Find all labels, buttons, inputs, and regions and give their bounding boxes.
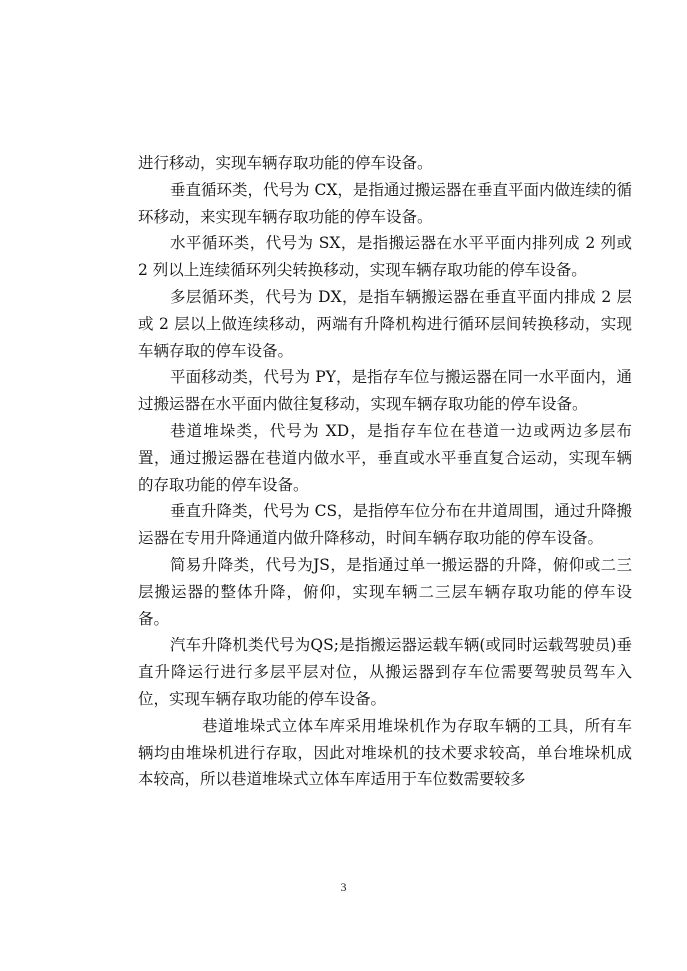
body-text: [138, 150, 632, 793]
paragraph-simple-lifting: 简易升降类，代号为JS，是指通过单一搬运器的升降，俯仰或二三层搬运器的整体升降，俯仰，实现车辆二三层车辆存取功能的停车设备。: [138, 555, 632, 628]
page-number: 3: [340, 880, 347, 894]
paragraph-car-elevator: 汽车升降机类代号为QS;是指搬运器运载车辆(或同时运载驾驶员)垂直升降运行进行多层平层对位，从搬运器到存车位需要驾驶员驾车入位，实现车辆存取功能的停车设备。: [138, 636, 632, 708]
paragraph-aisle-stacking: 巷道堆垛类，代号为 XD，是指存车位在巷道一边或两边多层布置，通过搬运器在巷道内做水平，垂直或水平垂直复合运动，实现车辆的存取功能的停车设备。: [138, 421, 632, 494]
paragraph-vertical-lifting: 垂直升降类，代号为 CS，是指停车位分布在井道周围，通过升降搬运器在专用升降通道内做升降移动，时间车辆存取功能的停车设备。: [138, 502, 632, 548]
paragraph-aisle-stacking-garage: 巷道堆垛式立体车库采用堆垛机作为存取车辆的工具，所有车辆均由堆垛机进行存取，因此对堆垛机的技术要求较高，单台堆垛机成本较高，所以巷道堆垛式立体车库适用于车位数需要较多: [138, 716, 632, 789]
paragraph-continuation: 进行移动，实现车辆存取功能的停车设备。: [138, 154, 433, 172]
paragraph-plane-movement: 平面移动类，代号为 PY，是指存车位与搬运器在同一水平面内，通过搬运器在水平面内做往复移动，实现车辆存取功能的停车设备。: [138, 368, 632, 414]
paragraph-multilayer-circulation: 多层循环类，代号为 DX，是指车辆搬运器在垂直平面内排成 2 层或 2 层以上做连续移动，两端有升降机构进行循环层间转换移动，实现车辆存取的停车设备。: [138, 287, 632, 360]
paragraph-horizontal-circulation: 水平循环类，代号为 SX，是指搬运器在水平平面内排列成 2 列或 2 列以上连续循环列尖转换移动，实现车辆存取功能的停车设备。: [138, 234, 632, 280]
paragraph-vertical-circulation: 垂直循环类，代号为 CX，是指通过搬运器在垂直平面内做连续的循环移动，来实现车辆存取功能的停车设备。: [138, 180, 632, 226]
